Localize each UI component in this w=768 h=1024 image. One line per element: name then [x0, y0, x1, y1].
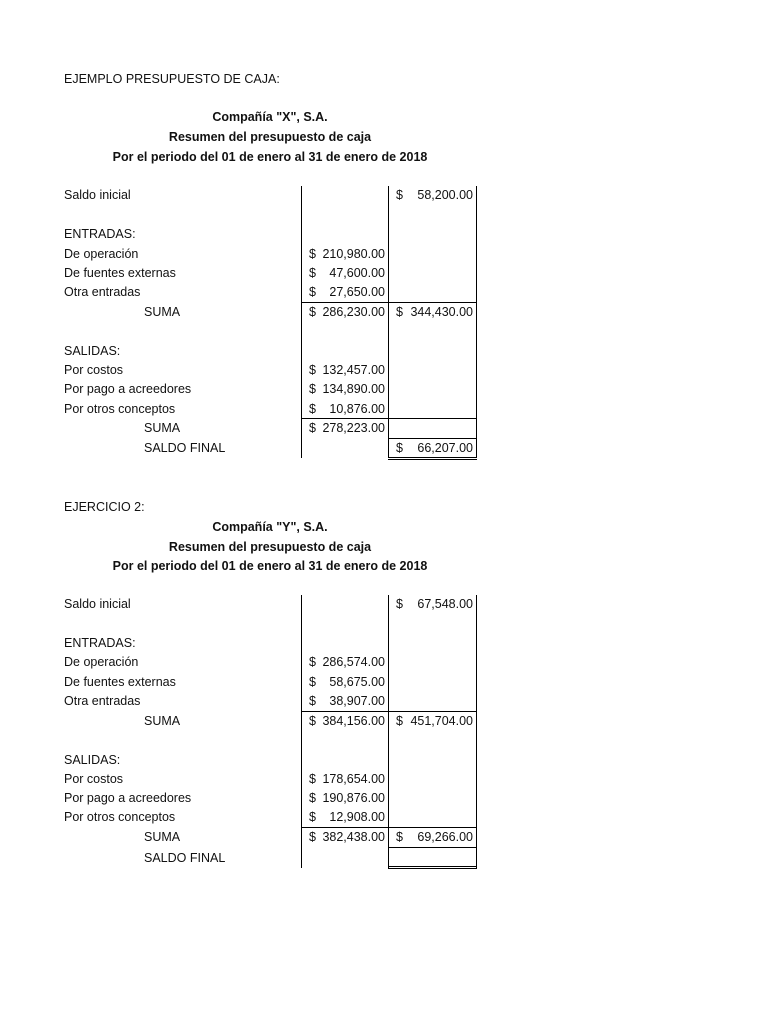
entradas-heading: ENTRADAS:: [64, 227, 136, 241]
entrada-label: De fuentes externas: [64, 266, 176, 280]
salida-label: Por pago a acreedores: [64, 791, 192, 805]
sum-rule: [301, 418, 477, 419]
report-period: Por el periodo del 01 de enero al 31 de enero de 2018: [112, 150, 428, 164]
saldo-inicial-label: Saldo inicial: [64, 188, 131, 202]
double-underline: [388, 866, 477, 867]
total-rule: [388, 847, 477, 848]
entrada-label: De fuentes externas: [64, 675, 176, 689]
entrada-label: Otra entradas: [64, 285, 141, 299]
sum-rule: [301, 711, 477, 712]
entrada-label: De operación: [64, 247, 139, 261]
saldo-final-label: SALDO FINAL: [144, 441, 226, 455]
entradas-suma-label: SUMA: [144, 714, 181, 728]
salida-label: Por otros conceptos: [64, 810, 176, 824]
company-name: Compañía "Y", S.A.: [212, 520, 328, 534]
double-underline: [388, 868, 477, 869]
salidas-heading: SALIDAS:: [64, 344, 121, 358]
salida-label: Por costos: [64, 772, 124, 786]
company-name: Compañía "X", S.A.: [212, 110, 328, 124]
exercise-heading: EJERCICIO 2:: [64, 500, 145, 514]
report-subtitle: Resumen del presupuesto de caja: [168, 130, 372, 144]
salidas-heading: SALIDAS:: [64, 753, 121, 767]
total-rule: [388, 438, 477, 439]
entradas-heading: ENTRADAS:: [64, 636, 136, 650]
salidas-suma-label: SUMA: [144, 421, 181, 435]
double-underline: [388, 457, 477, 458]
entradas-suma-label: SUMA: [144, 305, 181, 319]
salida-label: Por pago a acreedores: [64, 382, 192, 396]
page-title: EJEMPLO PRESUPUESTO DE CAJA:: [64, 72, 280, 86]
sum-rule: [301, 302, 477, 303]
salida-label: Por costos: [64, 363, 124, 377]
saldo-inicial-label: Saldo inicial: [64, 597, 131, 611]
sum-rule: [301, 827, 477, 828]
entrada-label: Otra entradas: [64, 694, 141, 708]
entrada-label: De operación: [64, 655, 139, 669]
salidas-suma-label: SUMA: [144, 830, 181, 844]
salida-label: Por otros conceptos: [64, 402, 176, 416]
report-period: Por el periodo del 01 de enero al 31 de enero de 2018: [112, 559, 428, 573]
double-underline: [388, 459, 477, 460]
saldo-final-label: SALDO FINAL: [144, 851, 226, 865]
report-subtitle: Resumen del presupuesto de caja: [168, 540, 372, 554]
